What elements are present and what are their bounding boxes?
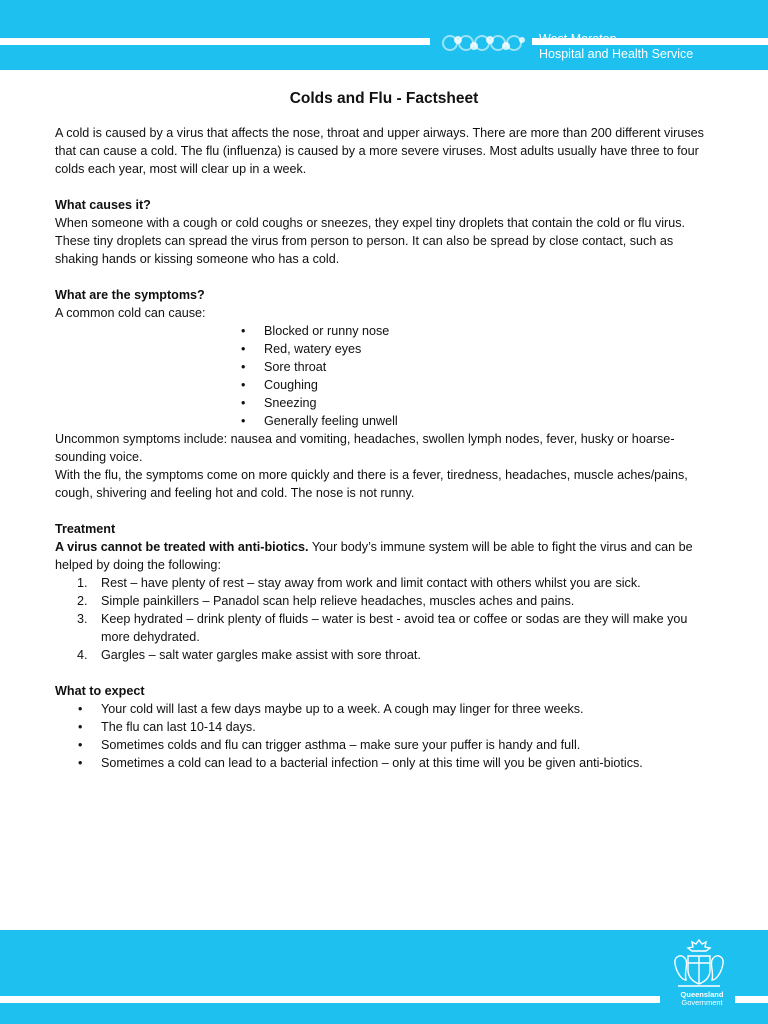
list-item: • Your cold will last a few days maybe up to a week. A cough may linger for three weeks. — [55, 700, 715, 718]
list-item: • The flu can last 10-14 days. — [55, 718, 715, 736]
treatment-heading: Treatment — [55, 522, 116, 536]
expect-list — [55, 700, 715, 772]
list-item — [55, 592, 715, 610]
list-item: • Sometimes colds and flu can trigger asthma – make sure your puffer is handy and full. — [55, 736, 715, 754]
list-item — [55, 610, 715, 646]
list-item — [55, 646, 715, 664]
header-stripe — [0, 38, 430, 45]
treatment-list — [55, 574, 715, 664]
symptoms-lead: A common cold can cause: — [55, 306, 206, 320]
org-name-line2: Hospital and Health Service — [539, 47, 694, 61]
factsheet-body — [55, 124, 715, 772]
list-item: • Sneezing — [55, 394, 715, 412]
uncommon-symptoms: Uncommon symptoms include: nausea and vomiting, headaches, swollen lymph nodes, fever, husky or hoarse-sounding voice. — [55, 432, 675, 464]
list-item — [55, 574, 715, 592]
list-number: 1. — [77, 576, 88, 590]
gov-line2: Government — [681, 998, 723, 1007]
causes-paragraph: When someone with a cough or cold coughs or sneezes, they expel tiny droplets that contain the cold or flu virus. These tiny droplets can spread the virus from person to person. It can also be spread by close contact, such as shaking hands or kissing someone who has a cold. — [55, 216, 686, 266]
treatment-lead-rest: Your body’s immune system will be able to fight the virus and can be helped by doing the following: — [55, 540, 693, 572]
gov-line1: Queensland — [680, 990, 724, 999]
org-name-line1: West Moreton — [539, 32, 617, 46]
list-item: • Red, watery eyes — [55, 340, 715, 358]
symptoms-list — [55, 322, 715, 430]
expect-heading: What to expect — [55, 684, 145, 698]
coat-of-arms-icon — [668, 936, 730, 994]
causes-heading: What causes it? — [55, 198, 151, 212]
list-item-text: Keep hydrated – drink plenty of fluids – water is best - avoid tea or coffee or sodas are they will make you more dehydrated. — [101, 612, 688, 644]
symptoms-heading: What are the symptoms? — [55, 288, 205, 302]
list-item-text: Rest – have plenty of rest – stay away from work and limit contact with others whilst you are sick. — [101, 576, 641, 590]
footer-stripe — [0, 996, 660, 1003]
footer-stripe-right — [735, 996, 768, 1003]
list-item: • Coughing — [55, 376, 715, 394]
intro-paragraph: A cold is caused by a virus that affects the nose, throat and upper airways. There are more than 200 different viruses that can cause a cold. The flu (influenza) is caused by a more severe viruses. Most adults usually have three to four colds each year, most will clear up in a week. — [55, 126, 704, 176]
list-number: 3. — [77, 612, 88, 626]
page-header — [0, 0, 768, 70]
treatment-lead — [55, 538, 715, 574]
page-footer — [0, 930, 768, 1024]
government-logo-text — [672, 991, 732, 1007]
wave-logo-icon — [440, 30, 530, 56]
list-number: 4. — [77, 648, 88, 662]
list-item: • Generally feeling unwell — [55, 412, 715, 430]
list-item: • Sore throat — [55, 358, 715, 376]
flu-symptoms: With the flu, the symptoms come on more quickly and there is a fever, tiredness, headaches, muscle aches/pains, cough, shivering and feeling hot and cold. The nose is not runny. — [55, 468, 688, 500]
page-title: Colds and Flu - Factsheet — [289, 90, 479, 107]
list-item-text: Simple painkillers – Panadol scan help relieve headaches, muscles aches and pains. — [101, 594, 575, 608]
list-item: • Sometimes a cold can lead to a bacterial infection – only at this time will you be given anti-biotics. — [55, 754, 715, 772]
list-item: • Blocked or runny nose — [55, 322, 715, 340]
org-name — [539, 32, 693, 62]
list-item-text: Gargles – salt water gargles make assist with sore throat. — [101, 648, 421, 662]
list-number: 2. — [77, 594, 88, 608]
treatment-bold-lead: A virus cannot be treated with anti-biotics. — [55, 540, 309, 554]
